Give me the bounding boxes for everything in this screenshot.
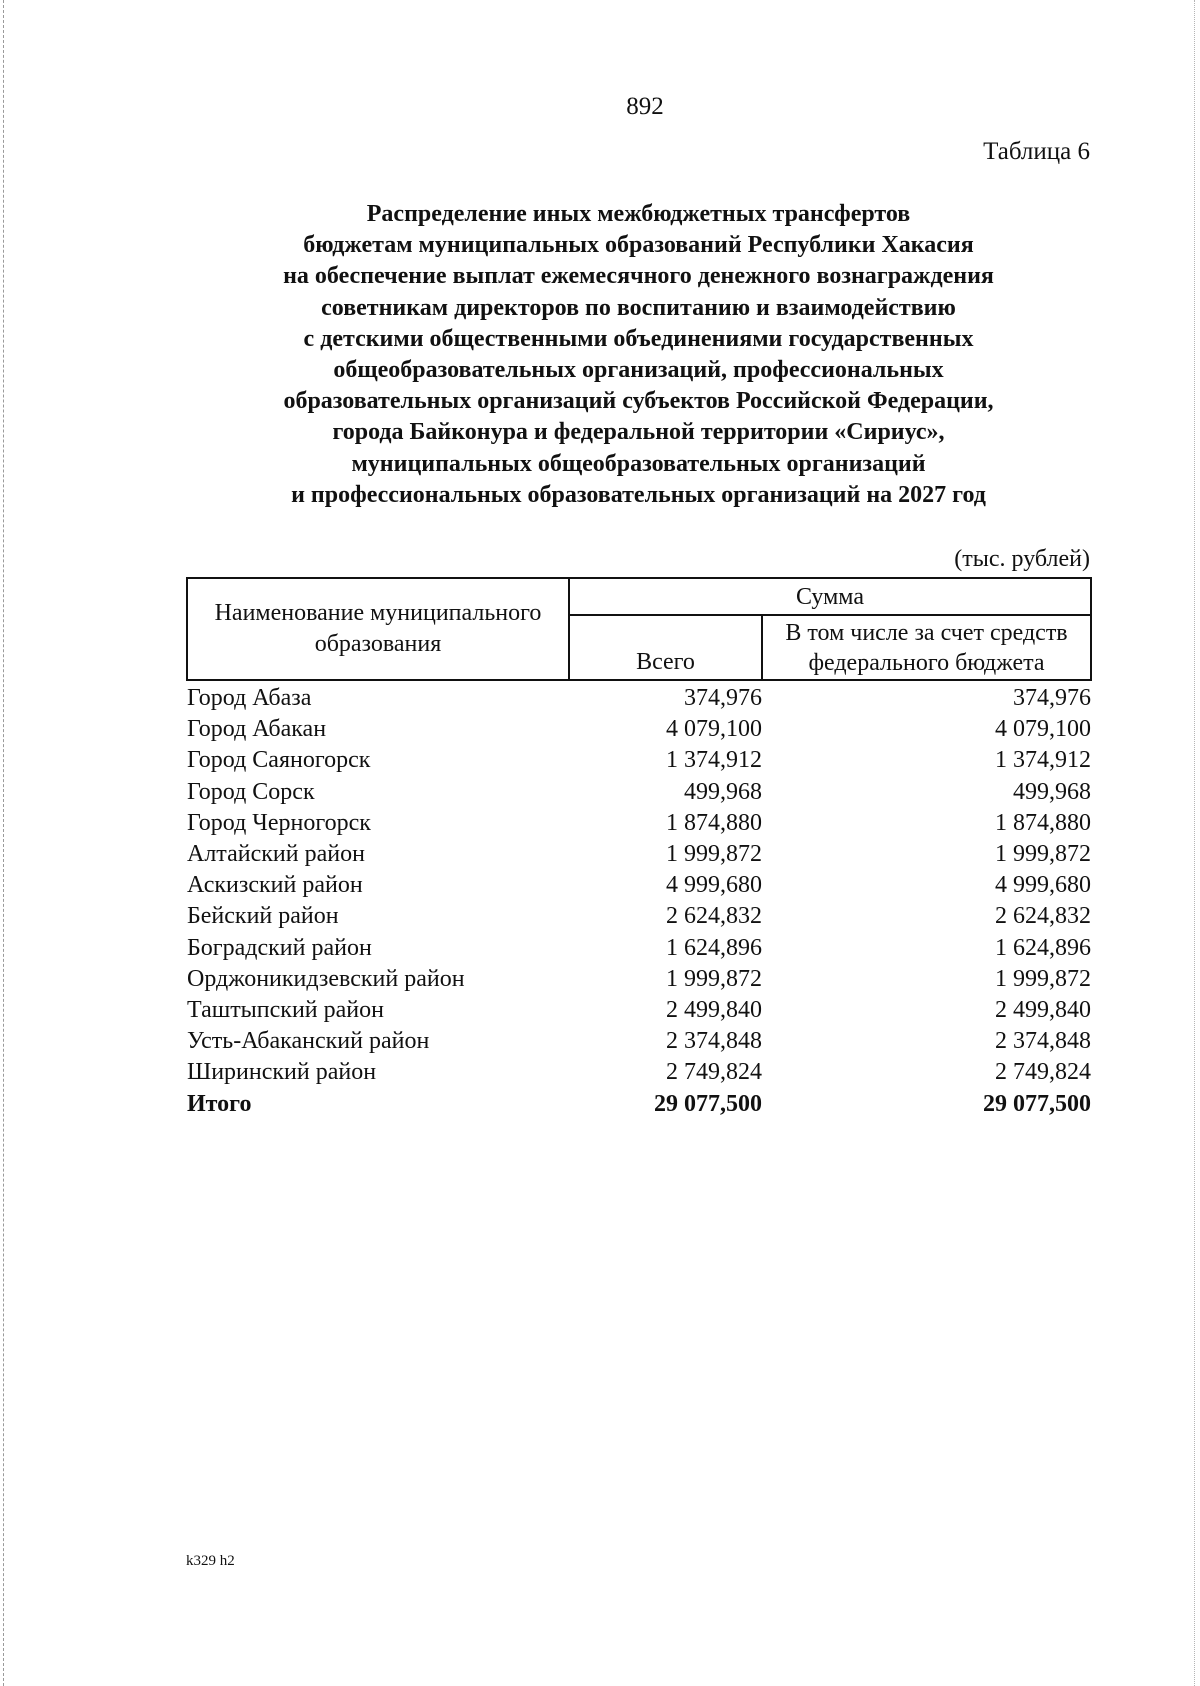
amount-total: 2 499,840 — [666, 997, 762, 1024]
page-number: 892 — [626, 93, 664, 120]
document-title — [186, 199, 1091, 511]
header-federal: В том числе за счет средств федерального бюджета — [762, 615, 1091, 680]
total-label: Итого — [187, 1090, 252, 1117]
title-line: бюджетам муниципальных образований Республики Хакасия — [303, 232, 974, 259]
table-row — [187, 1057, 1091, 1088]
title-line: и профессиональных образовательных организаций на 2027 год — [291, 481, 986, 508]
amount-total: 1 374,912 — [666, 747, 762, 774]
header-sum: Сумма — [569, 578, 1091, 615]
amount-total: 1 999,872 — [666, 841, 762, 868]
grand-total-federal: 29 077,500 — [983, 1090, 1091, 1117]
title-line: муниципальных общеобразовательных организаций — [351, 450, 926, 477]
municipality-name: Бейский район — [187, 903, 339, 930]
title-line: советникам директоров по воспитанию и взаимодействию — [321, 294, 956, 321]
amount-total: 499,968 — [684, 778, 762, 805]
amount-federal: 1 624,896 — [995, 934, 1091, 961]
amount-federal: 499,968 — [1013, 778, 1091, 805]
table-label: Таблица 6 — [983, 138, 1090, 165]
municipality-name: Таштыпский район — [187, 997, 384, 1024]
amount-federal: 2 749,824 — [995, 1059, 1091, 1086]
amount-total: 4 999,680 — [666, 872, 762, 899]
table-header — [187, 578, 1091, 680]
amount-federal: 2 374,848 — [995, 1028, 1091, 1055]
amount-federal: 1 374,912 — [995, 747, 1091, 774]
table-row — [187, 901, 1091, 932]
title-line: с детскими общественными объединениями государственных — [303, 325, 974, 352]
municipality-name: Город Черногорск — [187, 809, 371, 836]
table-row — [187, 995, 1091, 1026]
footer-code: k329 h2 — [186, 1553, 235, 1569]
municipality-name: Алтайский район — [187, 841, 365, 868]
amount-federal: 4 999,680 — [995, 872, 1091, 899]
amount-total: 1 874,880 — [666, 809, 762, 836]
amount-federal: 374,976 — [1013, 685, 1091, 711]
municipality-name: Боградский район — [187, 934, 372, 961]
amount-total: 1 999,872 — [666, 965, 762, 992]
amount-total: 2 749,824 — [666, 1059, 762, 1086]
amount-total: 374,976 — [684, 685, 762, 711]
municipality-name: Аскизский район — [187, 872, 363, 899]
amount-federal: 2 499,840 — [995, 997, 1091, 1024]
amount-total: 2 374,848 — [666, 1028, 762, 1055]
table-row — [187, 870, 1091, 901]
table-row — [187, 680, 1091, 714]
grand-total: 29 077,500 — [654, 1090, 762, 1117]
title-line: на обеспечение выплат ежемесячного денежного вознаграждения — [283, 263, 994, 290]
amount-federal: 2 624,832 — [995, 903, 1091, 930]
amount-total: 1 624,896 — [666, 934, 762, 961]
amount-federal: 4 079,100 — [995, 716, 1091, 743]
total-row — [187, 1089, 1091, 1120]
municipality-name: Город Абакан — [187, 716, 327, 743]
table-row — [187, 933, 1091, 964]
units-label: (тыс. рублей) — [954, 546, 1090, 572]
header-total: Всего — [569, 615, 762, 680]
amount-federal: 1 874,880 — [995, 809, 1091, 836]
scan-edge-right — [1194, 0, 1195, 1686]
table-row — [187, 839, 1091, 870]
title-line: города Байконура и федеральной территории «Сириус», — [332, 419, 945, 446]
amount-total: 4 079,100 — [666, 716, 762, 743]
amount-total: 2 624,832 — [666, 903, 762, 930]
table-row — [187, 777, 1091, 808]
transfers-table — [186, 577, 1092, 1120]
municipality-name: Город Сорск — [187, 778, 315, 805]
municipality-name: Город Абаза — [187, 685, 312, 711]
table-row — [187, 964, 1091, 995]
table-row — [187, 1026, 1091, 1057]
municipality-name: Город Саяногорск — [187, 747, 371, 774]
municipality-name: Усть-Абаканский район — [187, 1028, 430, 1055]
header-municipality-name: Наименование муниципального образования — [187, 578, 569, 680]
table-row — [187, 745, 1091, 776]
title-line: Распределение иных межбюджетных трансфертов — [366, 201, 911, 227]
table-row — [187, 808, 1091, 839]
title-line: образовательных организаций субъектов Российской Федерации, — [283, 388, 994, 415]
municipality-name: Ширинский район — [187, 1059, 377, 1086]
scan-edge-left — [3, 0, 4, 1686]
title-line: общеобразовательных организаций, профессиональных — [333, 357, 944, 384]
amount-federal: 1 999,872 — [995, 841, 1091, 868]
municipality-name: Орджоникидзевский район — [187, 965, 465, 992]
table-body — [187, 680, 1091, 1120]
amount-federal: 1 999,872 — [995, 965, 1091, 992]
table-row — [187, 714, 1091, 745]
